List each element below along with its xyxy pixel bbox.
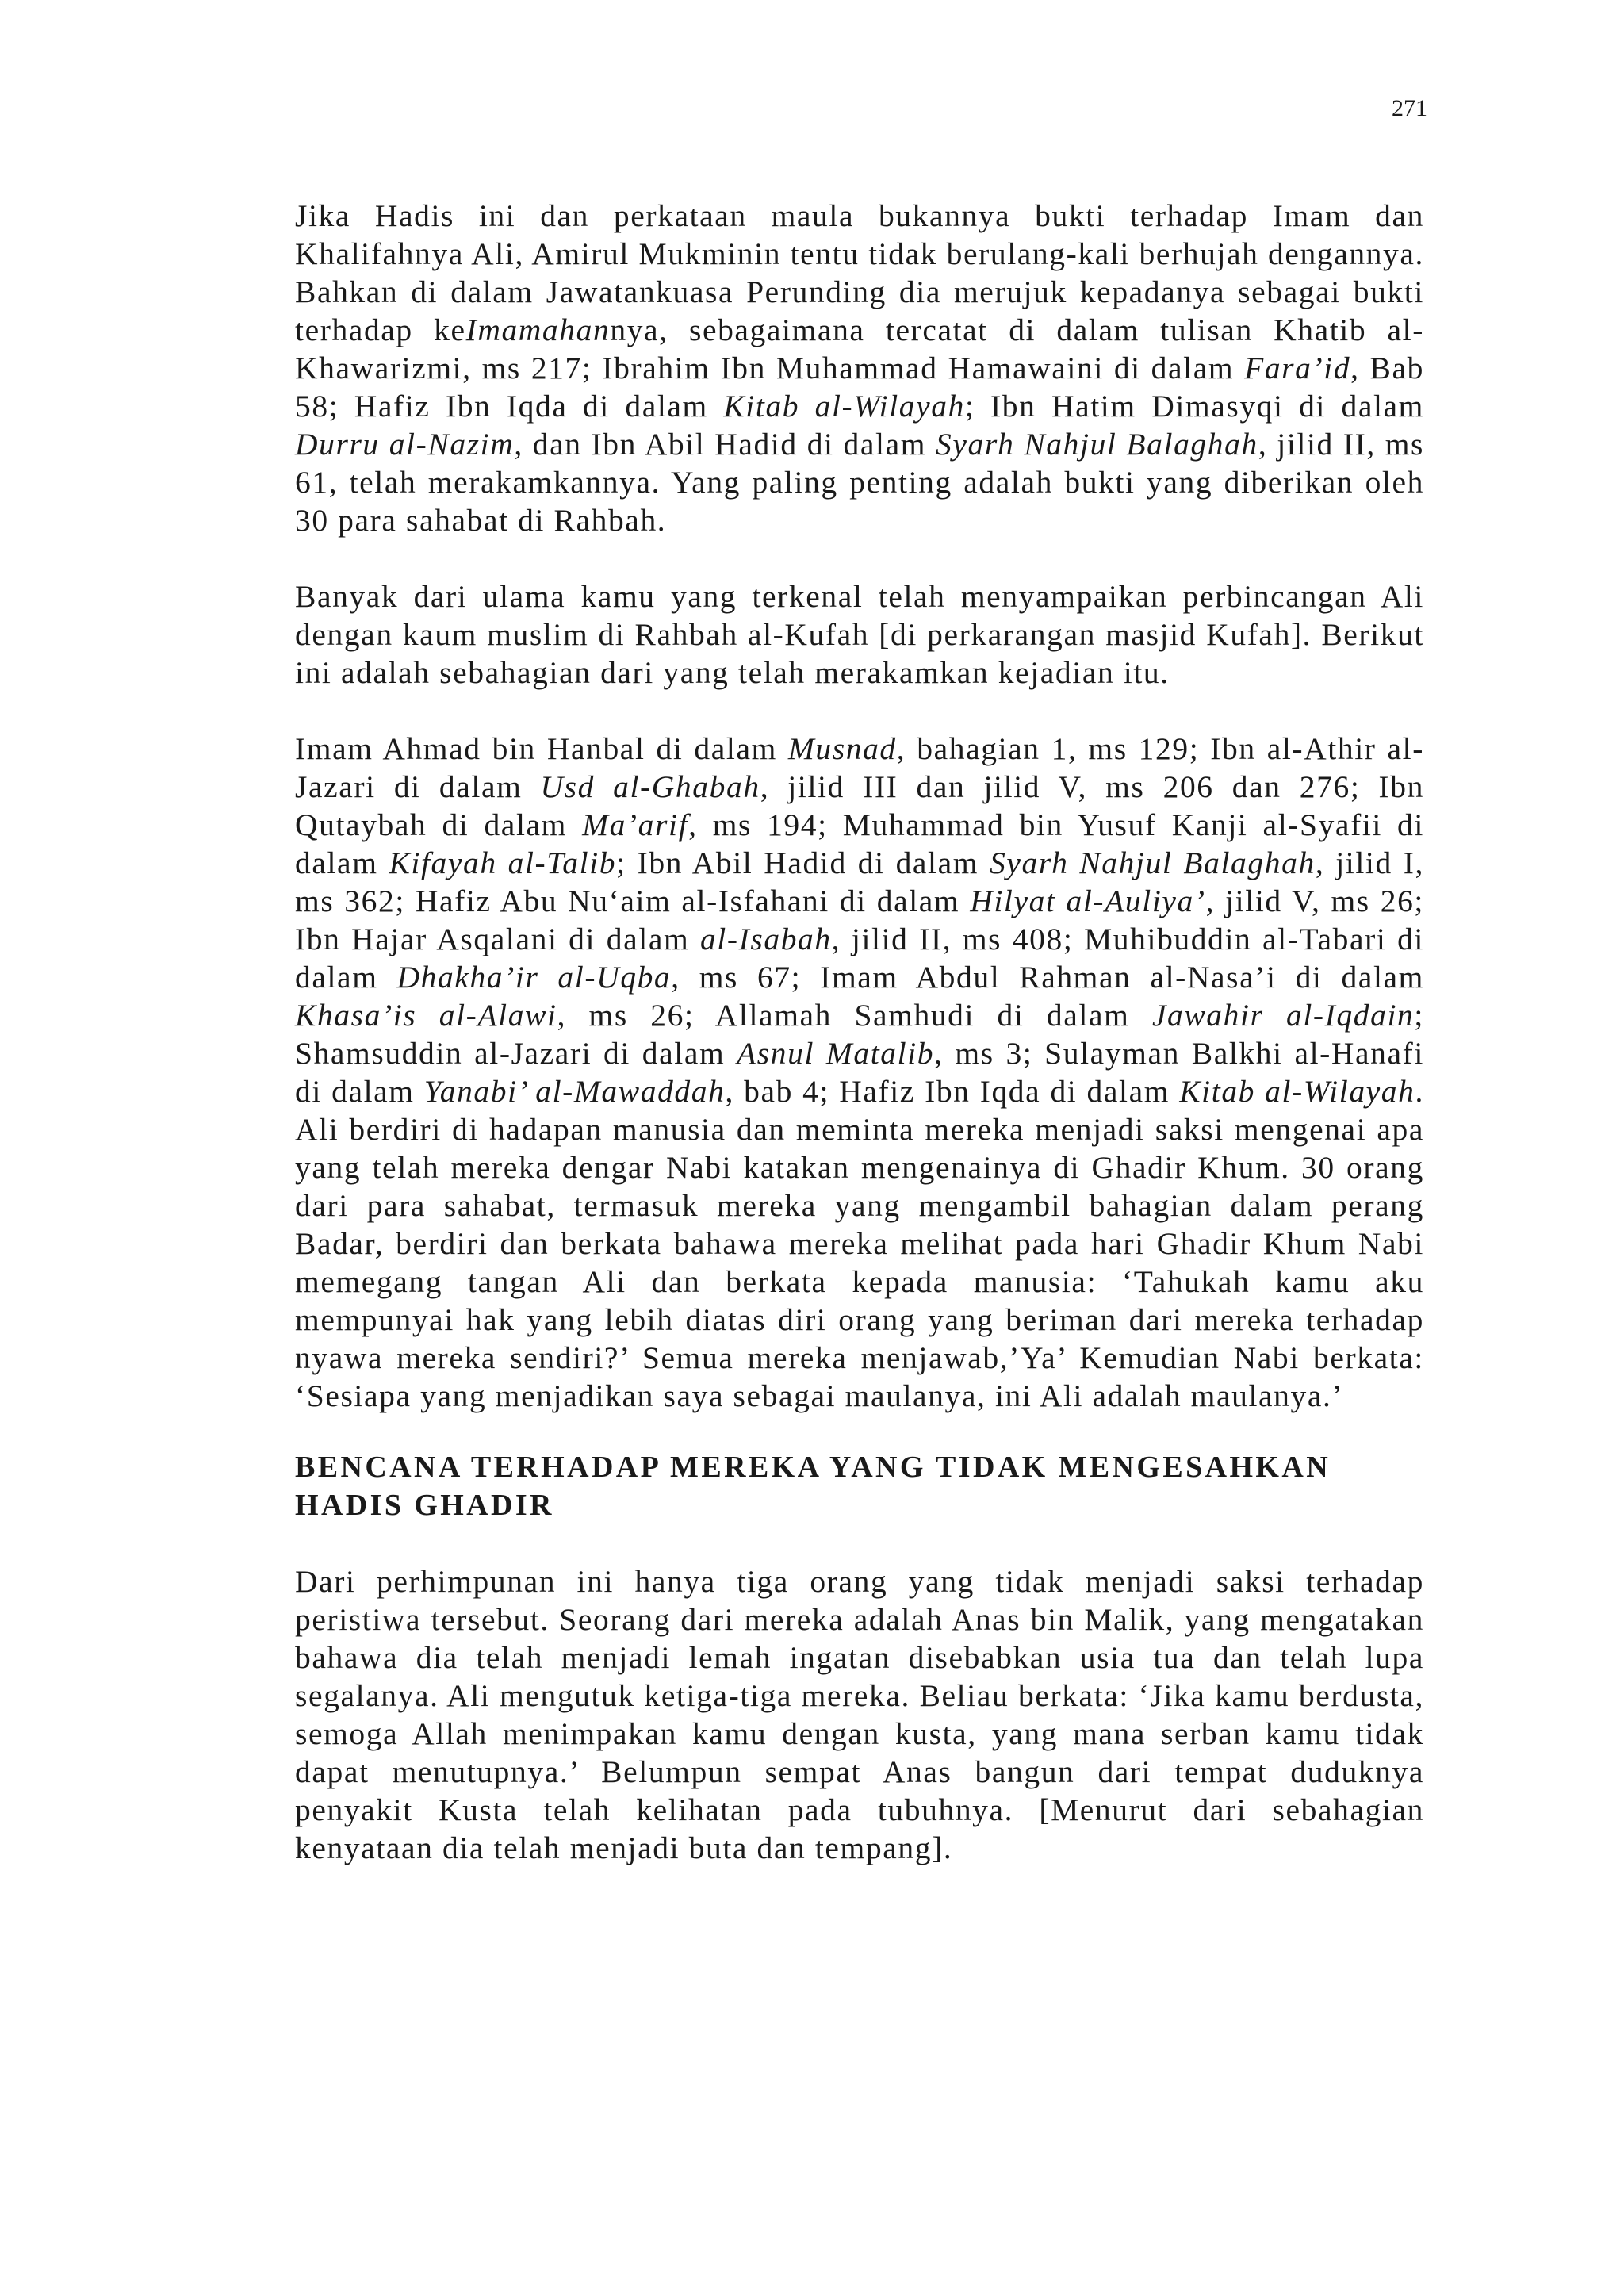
citation-title: Jawahir al-Iqdain — [1151, 998, 1415, 1033]
paragraph-2 — [295, 577, 1424, 692]
page-number: 271 — [1392, 95, 1427, 121]
text-run: Imam Ahmad bin Hanbal di dalam — [295, 731, 788, 766]
citation-title: Kitab al-Wilayah — [723, 389, 965, 424]
paragraph-4: Dari perhimpunan ini hanya tiga orang yang tidak menjadi saksi terhadap peristiwa tersebut. Seorang dari mereka adalah Anas bin Malik, yang mengatakan bahawa dia telah menjadi lemah ingatan disebabkan usia tua dan telah lupa segalanya. Ali mengutuk ketiga-tiga mereka. Beliau berkata: ‘Jika kamu berdusta, semoga Allah menimpakan kamu dengan kusta, yang mana serban kamu tidak dapat menutupnya.’ Belumpun sempat Anas bangun dari tempat duduknya penyakit Kusta telah kelihatan pada tubuhnya. [Menurut dari sebahagian kenyataan dia telah menjadi buta dan tempang]. — [295, 1564, 1424, 1865]
citation-title: Fara’id — [1244, 351, 1351, 385]
text-run: , ms 194; Muhammad bin Yusuf Kanji al-Syafii di dalam — [295, 807, 1424, 880]
paragraph-1 — [295, 197, 1424, 539]
text-run: , jilid II, ms 408; Muhibuddin al-Tabari di dalam — [295, 922, 1425, 995]
text-run: ; Shamsuddin al-Jazari di dalam — [295, 998, 1424, 1071]
citation-title: Durru al-Nazim — [295, 427, 515, 462]
text-run: , dan Ibn Abil Hadid di dalam — [514, 427, 936, 462]
citation-title: Ma’arif — [582, 807, 689, 842]
citation-title: al-Isabah — [699, 922, 832, 956]
text-run: ; Ibn Abil Hadid di dalam — [616, 845, 990, 880]
text-run: , jilid II, ms 61, telah merakamkannya. Yang paling penting adalah bukti yang diberikan oleh 30 para sahabat di Rahbah. — [295, 427, 1425, 538]
text-run: , ms 67; Imam Abdul Rahman al-Nasa’i di dalam — [671, 960, 1424, 995]
text-run: nya, sebagaimana tercatat di dalam tulisan Khatib al-Khawarizmi, ms 217; Ibrahim Ibn Muhammad Hamawaini di dalam — [295, 312, 1424, 385]
citation-title: Yanabi’ al-Mawaddah — [423, 1074, 726, 1109]
text-run: , ms 26; Allamah Samhudi di dalam — [557, 998, 1152, 1033]
citation-title: Syarh Nahjul Balaghah — [936, 427, 1258, 462]
text-run: , bahagian 1, ms 129; Ibn al-Athir al-Jazari di dalam — [295, 731, 1424, 804]
text-run: , jilid I, ms 362; Hafiz Abu Nu‘aim al-Isfahani di dalam — [295, 845, 1424, 918]
citation-title: Musnad — [787, 731, 897, 766]
text-run: , jilid V, ms 26; Ibn Hajar Asqalani di dalam — [295, 884, 1425, 956]
citation-title: Asnul Matalib — [737, 1036, 935, 1071]
citation-title: Kitab al-Wilayah — [1179, 1074, 1415, 1109]
text-run: Jika Hadis ini dan perkataan maula bukannya bukti terhadap Imam dan Khalifahnya Ali, Amirul Mukminin tentu tidak berulang-kali berhujah dengannya. Bahkan di dalam Jawatankuasa Perunding dia merujuk kepadanya sebagai bukti terhadap ke — [295, 198, 1424, 347]
text-run: ; Ibn Hatim Dimasyqi di dalam — [964, 389, 1424, 424]
citation-title: Dhakha’ir al-Uqba — [396, 960, 672, 995]
citation-title: Usd al-Ghabah — [540, 769, 760, 804]
section-heading: BENCANA TERHADAP MEREKA YANG TIDAK MENGESAHKAN HADIS GHADIR — [295, 1451, 1331, 1522]
paragraph-3 — [295, 730, 1424, 1415]
citation-title: Hilyat al-Auliya’ — [970, 884, 1206, 918]
citation-title: Syarh Nahjul Balaghah — [990, 845, 1316, 880]
citation-title: Kifayah al-Talib — [389, 845, 617, 880]
text-run: . Ali berdiri di hadapan manusia dan meminta mereka menjadi saksi mengenai apa yang telah mereka dengar Nabi katakan mengenainya di Ghadir Khum. 30 orang dari para sahabat, termasuk mereka yang mengambil bahagian dalam perang Badar, berdiri dan berkata bahawa mereka melihat pada hari Ghadir Khum Nabi memegang tangan Ali dan berkata kepada manusia: ‘Tahukah kamu aku mempunyai hak yang lebih diatas diri orang yang beriman dari mereka terhadap nyawa mereka sendiri?’ Semua mereka menjawab,’Ya’ Kemudian Nabi berkata: ‘Sesiapa yang menjadikan saya sebagai maulanya, ini Ali adalah maulanya.’ — [295, 1074, 1424, 1413]
page-content — [295, 197, 1424, 1867]
citation-title: Khasa’is al-Alawi — [295, 998, 557, 1033]
text-run: , jilid III dan jilid V, ms 206 dan 276; Ibn Qutaybah di dalam — [295, 769, 1424, 842]
text-run: Banyak dari ulama kamu yang terkenal telah menyampaikan perbincangan Ali dengan kaum muslim di Rahbah al-Kufah [di perkarangan masjid Kufah]. Berikut ini adalah sebahagian dari yang telah merakamkan kejadian itu. — [295, 579, 1424, 690]
text-run: , ms 3; Sulayman Balkhi al-Hanafi di dalam — [295, 1036, 1424, 1109]
text-run: , Bab 58; Hafiz Ibn Iqda di dalam — [295, 351, 1424, 424]
text-run: , bab 4; Hafiz Ibn Iqda di dalam — [725, 1074, 1180, 1109]
citation-title: Imamahan — [465, 312, 611, 347]
